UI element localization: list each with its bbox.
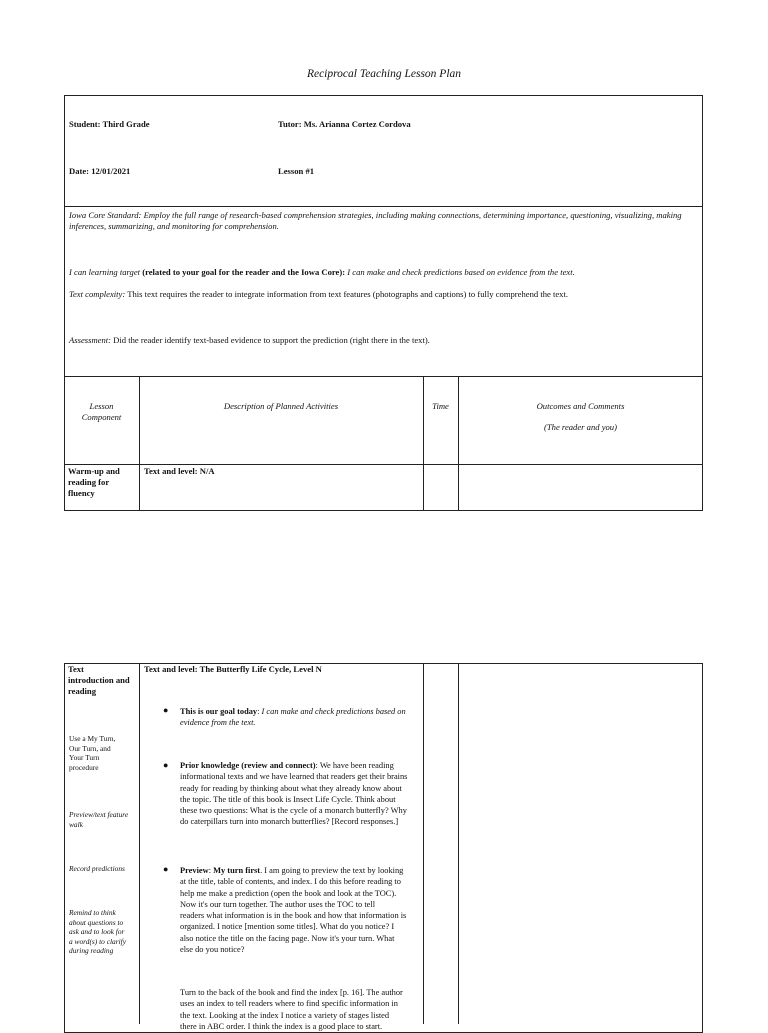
preview-line-1: Preview/text feature bbox=[69, 810, 129, 819]
student-label: Student: bbox=[69, 119, 101, 129]
remind-line-3: ask and to look for bbox=[69, 927, 125, 936]
index-line-1: Turn to the back of the book and find the index [p. 16]. The author bbox=[180, 988, 403, 997]
index-line-2: uses an index to tell readers where to find specific information in bbox=[180, 999, 398, 1009]
warmup-line-2: reading for bbox=[68, 477, 110, 487]
text-complexity bbox=[69, 289, 697, 300]
preview-text-line-5: readers what information is in the book and how that information is bbox=[180, 911, 407, 921]
preview-text-line-1: . I am going to preview the text by looking bbox=[260, 866, 404, 875]
tutor-field bbox=[278, 119, 411, 130]
lesson-plan-table-top bbox=[64, 95, 703, 511]
divider-columns-header bbox=[64, 376, 703, 377]
warmup-component bbox=[68, 466, 136, 499]
preview-text-line-8: else do you notice? bbox=[180, 945, 245, 955]
intro-line-3: reading bbox=[68, 686, 97, 696]
date-label: Date: bbox=[69, 166, 90, 176]
iowa-core-standard bbox=[69, 210, 697, 232]
date-value: 12/01/2021 bbox=[91, 166, 131, 176]
prior-line-3: ready for reading by thinking about what they already know about bbox=[180, 783, 402, 793]
header-time: Time bbox=[432, 401, 449, 411]
col-divider-1 bbox=[139, 376, 140, 511]
remind-line-2: about questions to bbox=[69, 917, 124, 927]
bullet-preview: Preview: My turn first. I am going to preview the text by looking at the title, table of contents, and index. I do this before reading to help me make a prediction (open the book and look at the TOC). Now it's our turn together. The author uses the TOC to tell readers what information is in the book and how that information is organized. I notice [mention some titles]. What do you notice? I also notice the title on the facing page. Now it's your turn. What else do you notice? bbox=[180, 865, 423, 955]
learning-target bbox=[69, 267, 697, 278]
procedure-line-2: Our Turn, and bbox=[69, 743, 111, 753]
intro-text-level: Text and level: The Butterfly Life Cycle, Level N bbox=[144, 664, 322, 674]
complexity-label: Text complexity: bbox=[69, 289, 126, 299]
lesson-label: Lesson # bbox=[278, 166, 310, 176]
remind-line-4: a word(s) to clarify bbox=[69, 936, 126, 946]
warmup-line-1: Warm-up and bbox=[68, 466, 120, 476]
procedure-line-1: Use a My Turn, bbox=[69, 734, 116, 743]
warmup-line-3: fluency bbox=[68, 488, 95, 498]
preview-text-line-2: at the title, table of contents, and index. I do this before reading to bbox=[180, 877, 401, 887]
divider-header bbox=[64, 206, 703, 207]
target-text: I can make and check predictions based on evidence from the text. bbox=[347, 267, 575, 277]
lesson-number-field bbox=[278, 166, 314, 177]
prior-line-1: : We have been reading bbox=[315, 761, 394, 770]
header-outcomes bbox=[458, 401, 703, 433]
preview-line-2: walk bbox=[69, 819, 83, 829]
index-line-4: there in ABC order. I think the index is a good place to start. bbox=[180, 1021, 383, 1031]
remind-line-1: Remind to think bbox=[69, 908, 116, 917]
date-field bbox=[69, 166, 130, 177]
header-component-line2: Component bbox=[81, 412, 122, 422]
goal-line-2: evidence from the text. bbox=[180, 718, 256, 728]
header-outcomes-sub: (The reader and you) bbox=[544, 422, 617, 432]
preview-bold-2: My turn first bbox=[213, 866, 261, 875]
index-line-3: the text. Looking at the index I notice a variety of stages listed bbox=[180, 1010, 390, 1020]
target-bold: (related to your goal for the reader and the Iowa Core): bbox=[142, 267, 346, 277]
preview-text-line-6: organized. I notice [mention some titles]. What do you notice? I bbox=[180, 922, 395, 932]
divider-warmup bbox=[64, 464, 703, 465]
side-note-preview bbox=[69, 810, 137, 829]
tutor-label: Tutor: bbox=[278, 119, 302, 129]
side-note-procedure bbox=[69, 734, 137, 772]
procedure-line-4: procedure bbox=[69, 762, 99, 772]
document-title: Reciprocal Teaching Lesson Plan bbox=[306, 68, 462, 80]
preview-bold-1: Preview bbox=[180, 866, 209, 875]
intro-line-1: Text bbox=[68, 664, 84, 674]
bullet-dot-1: ● bbox=[163, 705, 169, 715]
target-label: I can learning target bbox=[69, 267, 141, 277]
prior-line-5: these two questions: What is the cycle of a monarch butterfly? Why bbox=[180, 806, 407, 816]
bullet-goal: This is our goal today: I can make and check predictions based on evidence from the text. bbox=[180, 706, 420, 729]
col2-divider-3 bbox=[458, 663, 459, 1024]
header-component-line1: Lesson bbox=[89, 401, 114, 411]
assessment-text: Did the reader identify text-based evidence to support the prediction (right there in the text). bbox=[113, 335, 430, 345]
warmup-text-level: Text and level: N/A bbox=[144, 466, 215, 476]
bullet-prior-knowledge bbox=[180, 760, 423, 828]
assessment-label: Assessment: bbox=[69, 335, 112, 345]
tutor-value: Ms. Arianna Cortez Cordova bbox=[303, 119, 411, 129]
student-value: Third Grade bbox=[102, 119, 150, 129]
preview-text-line-7: also notice the title on the facing page. Now it's your turn. What bbox=[180, 933, 395, 943]
prior-bold: Prior knowledge (review and connect) bbox=[180, 761, 316, 770]
header-lesson-component bbox=[64, 401, 139, 423]
prior-line-2: informational texts and we have learned that readers get their brains bbox=[180, 772, 408, 782]
iowa-label: Iowa Core Standard: bbox=[69, 210, 142, 220]
prior-line-6: do caterpillars turn into monarch butterflies? [Record responses.] bbox=[180, 817, 399, 827]
lesson-value: 1 bbox=[309, 166, 315, 176]
preview-text-line-4: Now it's our turn together. The author uses the TOC to tell bbox=[180, 899, 376, 909]
goal-bold: This is our goal today bbox=[180, 707, 258, 716]
col2-divider-2 bbox=[423, 663, 424, 1024]
iowa-text: Employ the full range of research-based comprehension strategies, including making connections, determining importance, questioning, visualizing, making inferences, summarizing, and monitoring for comprehension. bbox=[69, 210, 682, 231]
remind-line-5: during reading bbox=[69, 946, 114, 955]
intro-component bbox=[68, 664, 136, 697]
bullet-dot-2: ● bbox=[163, 760, 169, 770]
side-note-remind bbox=[69, 908, 137, 956]
header-outcomes-title: Outcomes and Comments bbox=[536, 401, 625, 411]
col-divider-2 bbox=[423, 376, 424, 511]
header-description: Description of Planned Activities bbox=[223, 401, 339, 411]
preview-text-line-3: help me make a prediction (open the book and look at the TOC). bbox=[180, 888, 397, 898]
goal-line-1: I can make and check predictions based on bbox=[261, 707, 406, 716]
bullet-dot-3: ● bbox=[163, 864, 169, 874]
student-field bbox=[69, 119, 150, 130]
index-paragraph bbox=[180, 987, 423, 1032]
assessment bbox=[69, 335, 697, 346]
procedure-line-3: Your Turn bbox=[69, 753, 100, 762]
intro-line-2: introduction and bbox=[68, 675, 130, 685]
prior-line-4: the topic. The title of this book is Insect Life Cycle. Think about bbox=[180, 794, 396, 804]
col-divider-3 bbox=[458, 376, 459, 511]
complexity-text: This text requires the reader to integrate information from text features (photographs and captions) to fully comprehend the text. bbox=[127, 289, 569, 299]
side-note-predictions: Record predictions bbox=[69, 864, 125, 873]
col2-divider-1 bbox=[139, 663, 140, 1024]
